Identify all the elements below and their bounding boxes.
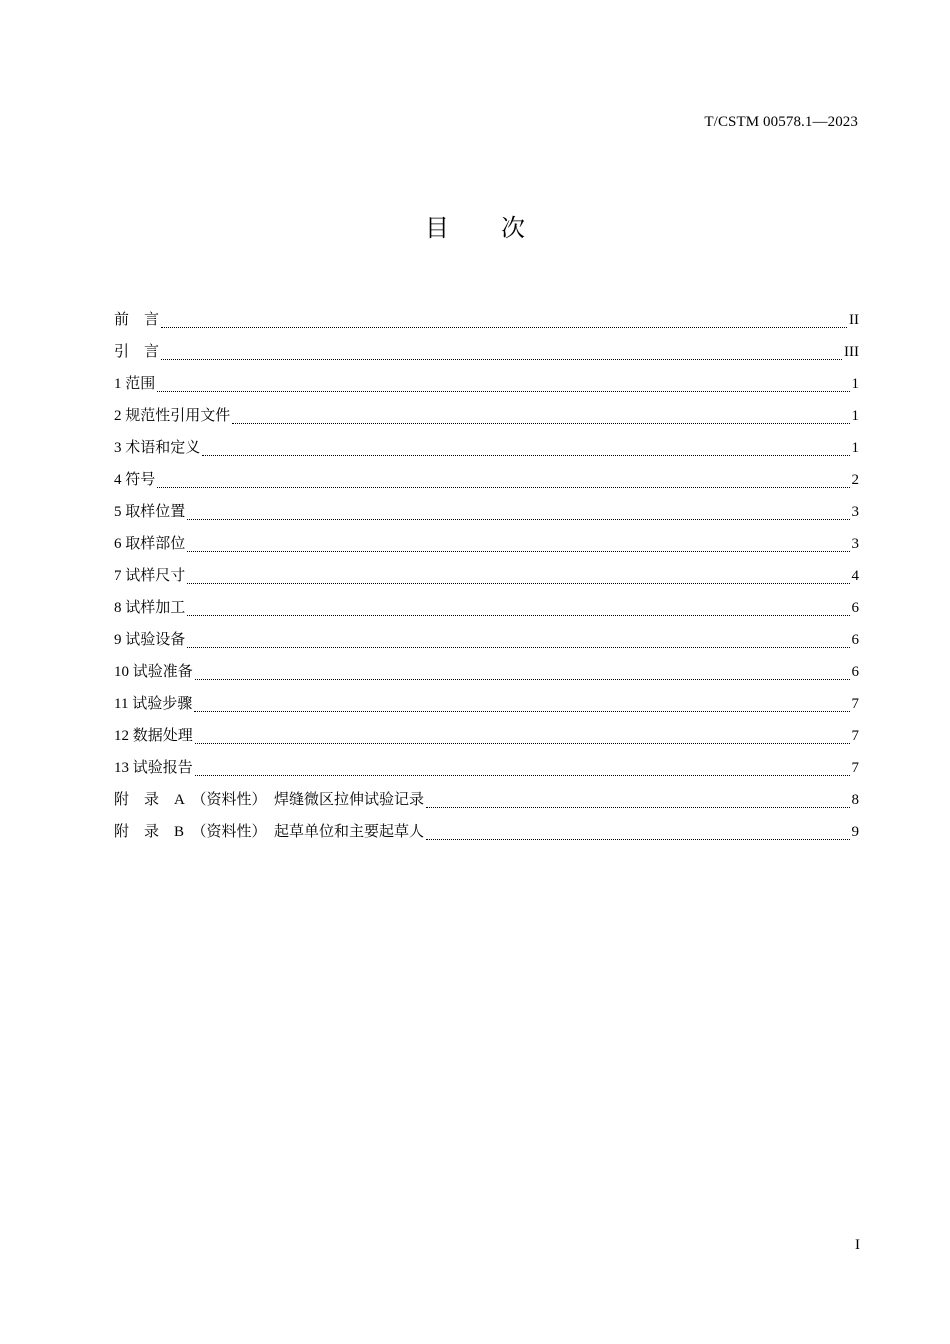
toc-leader-dots	[157, 391, 849, 392]
toc-entry-label: 9 试验设备	[114, 632, 186, 648]
toc-leader-dots	[426, 807, 849, 808]
toc-leader-dots	[195, 775, 850, 776]
toc-entry-appendix-a[interactable]	[114, 788, 859, 820]
toc-leader-dots	[195, 679, 850, 680]
toc-entry-introduction[interactable]	[114, 340, 859, 372]
toc-entry-label: 引 言	[114, 344, 160, 360]
toc-entry-appendix-b[interactable]	[114, 820, 859, 852]
title-char-2: 次	[501, 214, 525, 242]
toc-entry-page: 1	[851, 376, 859, 392]
toc-entry-label: 11 试验步骤	[114, 696, 193, 712]
toc-entry-page: 2	[851, 472, 859, 488]
toc-leader-dots	[194, 711, 849, 712]
toc-entry-label: 前 言	[114, 312, 160, 328]
toc-entry-page: 6	[851, 664, 859, 680]
page-number: I	[855, 1237, 860, 1253]
toc-entry-label: 2 规范性引用文件	[114, 408, 231, 424]
page-title	[0, 208, 950, 243]
toc-entry-5[interactable]	[114, 500, 859, 532]
toc-entry-page: 7	[851, 728, 859, 744]
toc-entry-9[interactable]	[114, 628, 859, 660]
toc-entry-page: 6	[851, 600, 859, 616]
toc-leader-dots	[187, 615, 849, 616]
toc-leader-dots	[161, 359, 842, 360]
toc-entry-label: 4 符号	[114, 472, 156, 488]
toc-entry-2[interactable]	[114, 404, 859, 436]
toc-entry-label: 13 试验报告	[114, 760, 193, 776]
toc-leader-dots	[195, 743, 850, 744]
toc-entry-label: 附 录 A （资料性） 焊缝微区拉伸试验记录	[114, 792, 425, 808]
title-char-1: 目	[425, 214, 449, 242]
toc-entry-page: 7	[851, 760, 859, 776]
toc-entry-label: 7 试样尺寸	[114, 568, 186, 584]
toc-leader-dots	[187, 551, 849, 552]
toc-leader-dots	[157, 487, 849, 488]
toc-entry-foreword[interactable]	[114, 308, 859, 340]
toc-entry-label: 8 试样加工	[114, 600, 186, 616]
toc-entry-8[interactable]	[114, 596, 859, 628]
toc-entry-page: II	[849, 312, 859, 328]
toc-entry-page: 9	[851, 824, 859, 840]
toc-entry-6[interactable]	[114, 532, 859, 564]
toc-entry-page: 3	[851, 504, 859, 520]
toc-entry-10[interactable]	[114, 660, 859, 692]
toc-entry-label: 附 录 B （资料性） 起草单位和主要起草人	[114, 824, 425, 840]
toc-entry-3[interactable]	[114, 436, 859, 468]
toc-entry-label: 3 术语和定义	[114, 440, 201, 456]
toc-entry-label: 10 试验准备	[114, 664, 193, 680]
toc-leader-dots	[202, 455, 849, 456]
toc-leader-dots	[232, 423, 849, 424]
toc-leader-dots	[161, 327, 847, 328]
toc-entry-label: 6 取样部位	[114, 536, 186, 552]
toc-leader-dots	[187, 519, 849, 520]
toc-entry-4[interactable]	[114, 468, 859, 500]
toc-entry-page: 8	[851, 792, 859, 808]
toc-entry-page: III	[844, 344, 859, 360]
toc-entry-11[interactable]	[114, 692, 859, 724]
toc-entry-label: 1 范围	[114, 376, 156, 392]
toc-entry-7[interactable]	[114, 564, 859, 596]
toc-entry-page: 7	[851, 696, 859, 712]
document-number: T/CSTM 00578.1—2023	[704, 114, 858, 130]
toc-entry-page: 4	[851, 568, 859, 584]
toc-leader-dots	[187, 583, 849, 584]
toc-entry-12[interactable]	[114, 724, 859, 756]
toc-leader-dots	[187, 647, 849, 648]
table-of-contents	[114, 308, 859, 852]
toc-entry-page: 1	[851, 408, 859, 424]
toc-entry-page: 1	[851, 440, 859, 456]
toc-entry-label: 5 取样位置	[114, 504, 186, 520]
toc-leader-dots	[426, 839, 849, 840]
toc-entry-13[interactable]	[114, 756, 859, 788]
toc-entry-label: 12 数据处理	[114, 728, 193, 744]
toc-entry-page: 3	[851, 536, 859, 552]
toc-entry-1[interactable]	[114, 372, 859, 404]
toc-entry-page: 6	[851, 632, 859, 648]
